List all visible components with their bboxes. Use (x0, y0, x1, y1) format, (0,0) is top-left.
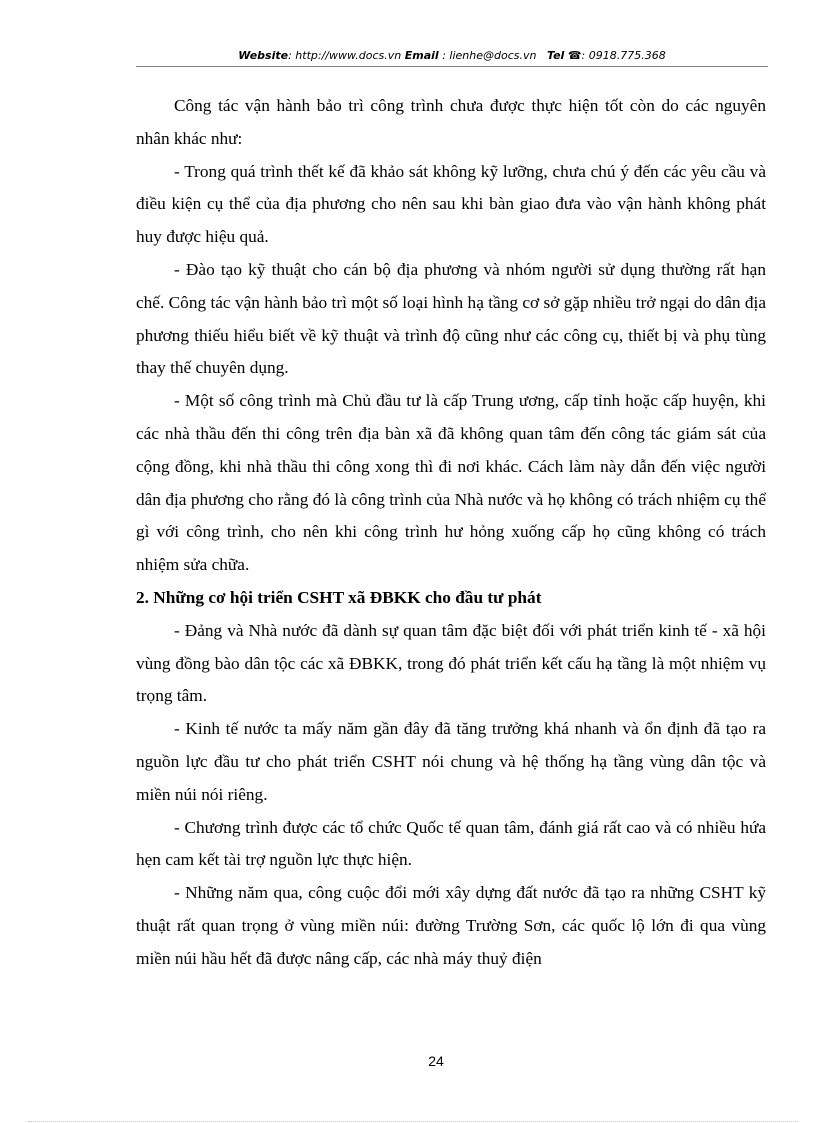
paragraph: - Chương trình được các tổ chức Quốc tế quan tâm, đánh giá rất cao và có nhiều hứa hẹn cam kết tài trợ nguồn lực thực hiện. (136, 817, 766, 870)
paragraph: - Đảng và Nhà nước đã dành sự quan tâm đặc biệt đối với phát triển kinh tế - xã hội vùng đồng bào dân tộc các xã ĐBKK, trong đó phát triển kết cấu hạ tầng là một nhiệm vụ trọng tâm. (136, 620, 766, 706)
paragraph: - Kinh tế nước ta mấy năm gần đây đã tăng trưởng khá nhanh và ổn định đã tạo ra nguồn lực đầu tư cho phát triển CSHT nói chung và hệ thống hạ tầng vùng dân tộc và miền núi nói riêng. (136, 719, 766, 804)
paragraph: - Đào tạo kỹ thuật cho cán bộ địa phương và nhóm người sử dụng thường rất hạn chế. Công tác vận hành bảo trì một số loại hình hạ tầng cơ sở gặp nhiều trở ngại do dân địa phương thiếu hiểu biết về kỹ thuật và trình độ cũng như các công cụ, thiết bị và phụ tùng thay thế chuyên dụng. (136, 259, 766, 378)
phone-icon: ☎ (567, 49, 582, 62)
paragraph: - Trong quá trình thết kế đã khảo sát không kỹ lưỡng, chưa chú ý đến các yêu cầu và điều kiện cụ thể của địa phương cho nên sau khi bàn giao đưa vào vận hành không phát huy được hiệu quả. (136, 161, 766, 247)
document-body (136, 90, 766, 976)
tel-label: Tel (546, 49, 565, 62)
page-header (136, 48, 768, 64)
paragraph: Công tác vận hành bảo trì công trình chưa được thực hiện tốt còn do các nguyên nhân khác như: (136, 96, 766, 148)
paragraph: - Một số công trình mà Chủ đầu tư là cấp Trung ương, cấp tỉnh hoặc cấp huyện, khi các nhà thầu đến thi công trên địa bàn xã đã không quan tâm đến công tác giám sát của cộng đồng, khi nhà thầu thi công xong thì đi nơi khác. Cách làm này dẫn đến việc người dân địa phương cho rằng đó là công trình của Nhà nước và họ không có trách nhiệm cụ thể gì với công trình, cho nên khi công trình hư hỏng xuống cấp họ cũng không có trách nhiệm sửa chữa. (136, 391, 766, 575)
website-label: Website (238, 49, 289, 62)
website-value: : http://www.docs.vn (288, 49, 402, 62)
paragraph: - Những năm qua, công cuộc đổi mới xây dựng đất nước đã tạo ra những CSHT kỹ thuật rất quan trọng ở vùng miền núi: đường Trường Sơn, các quốc lộ lớn đi qua vùng miền núi hầu hết đã được nâng cấp, các nhà máy thuỷ điện (136, 883, 766, 968)
page-number: 24 (428, 1053, 444, 1069)
footer-divider (28, 1121, 798, 1122)
email-label: Email (404, 49, 439, 62)
email-value: : lienhe@docs.vn (438, 49, 537, 62)
section-heading: 2. Những cơ hội triển CSHT xã ĐBKK cho đầu tư phát (136, 587, 542, 607)
tel-value: : 0918.775.368 (581, 49, 666, 62)
header-divider (136, 66, 768, 67)
